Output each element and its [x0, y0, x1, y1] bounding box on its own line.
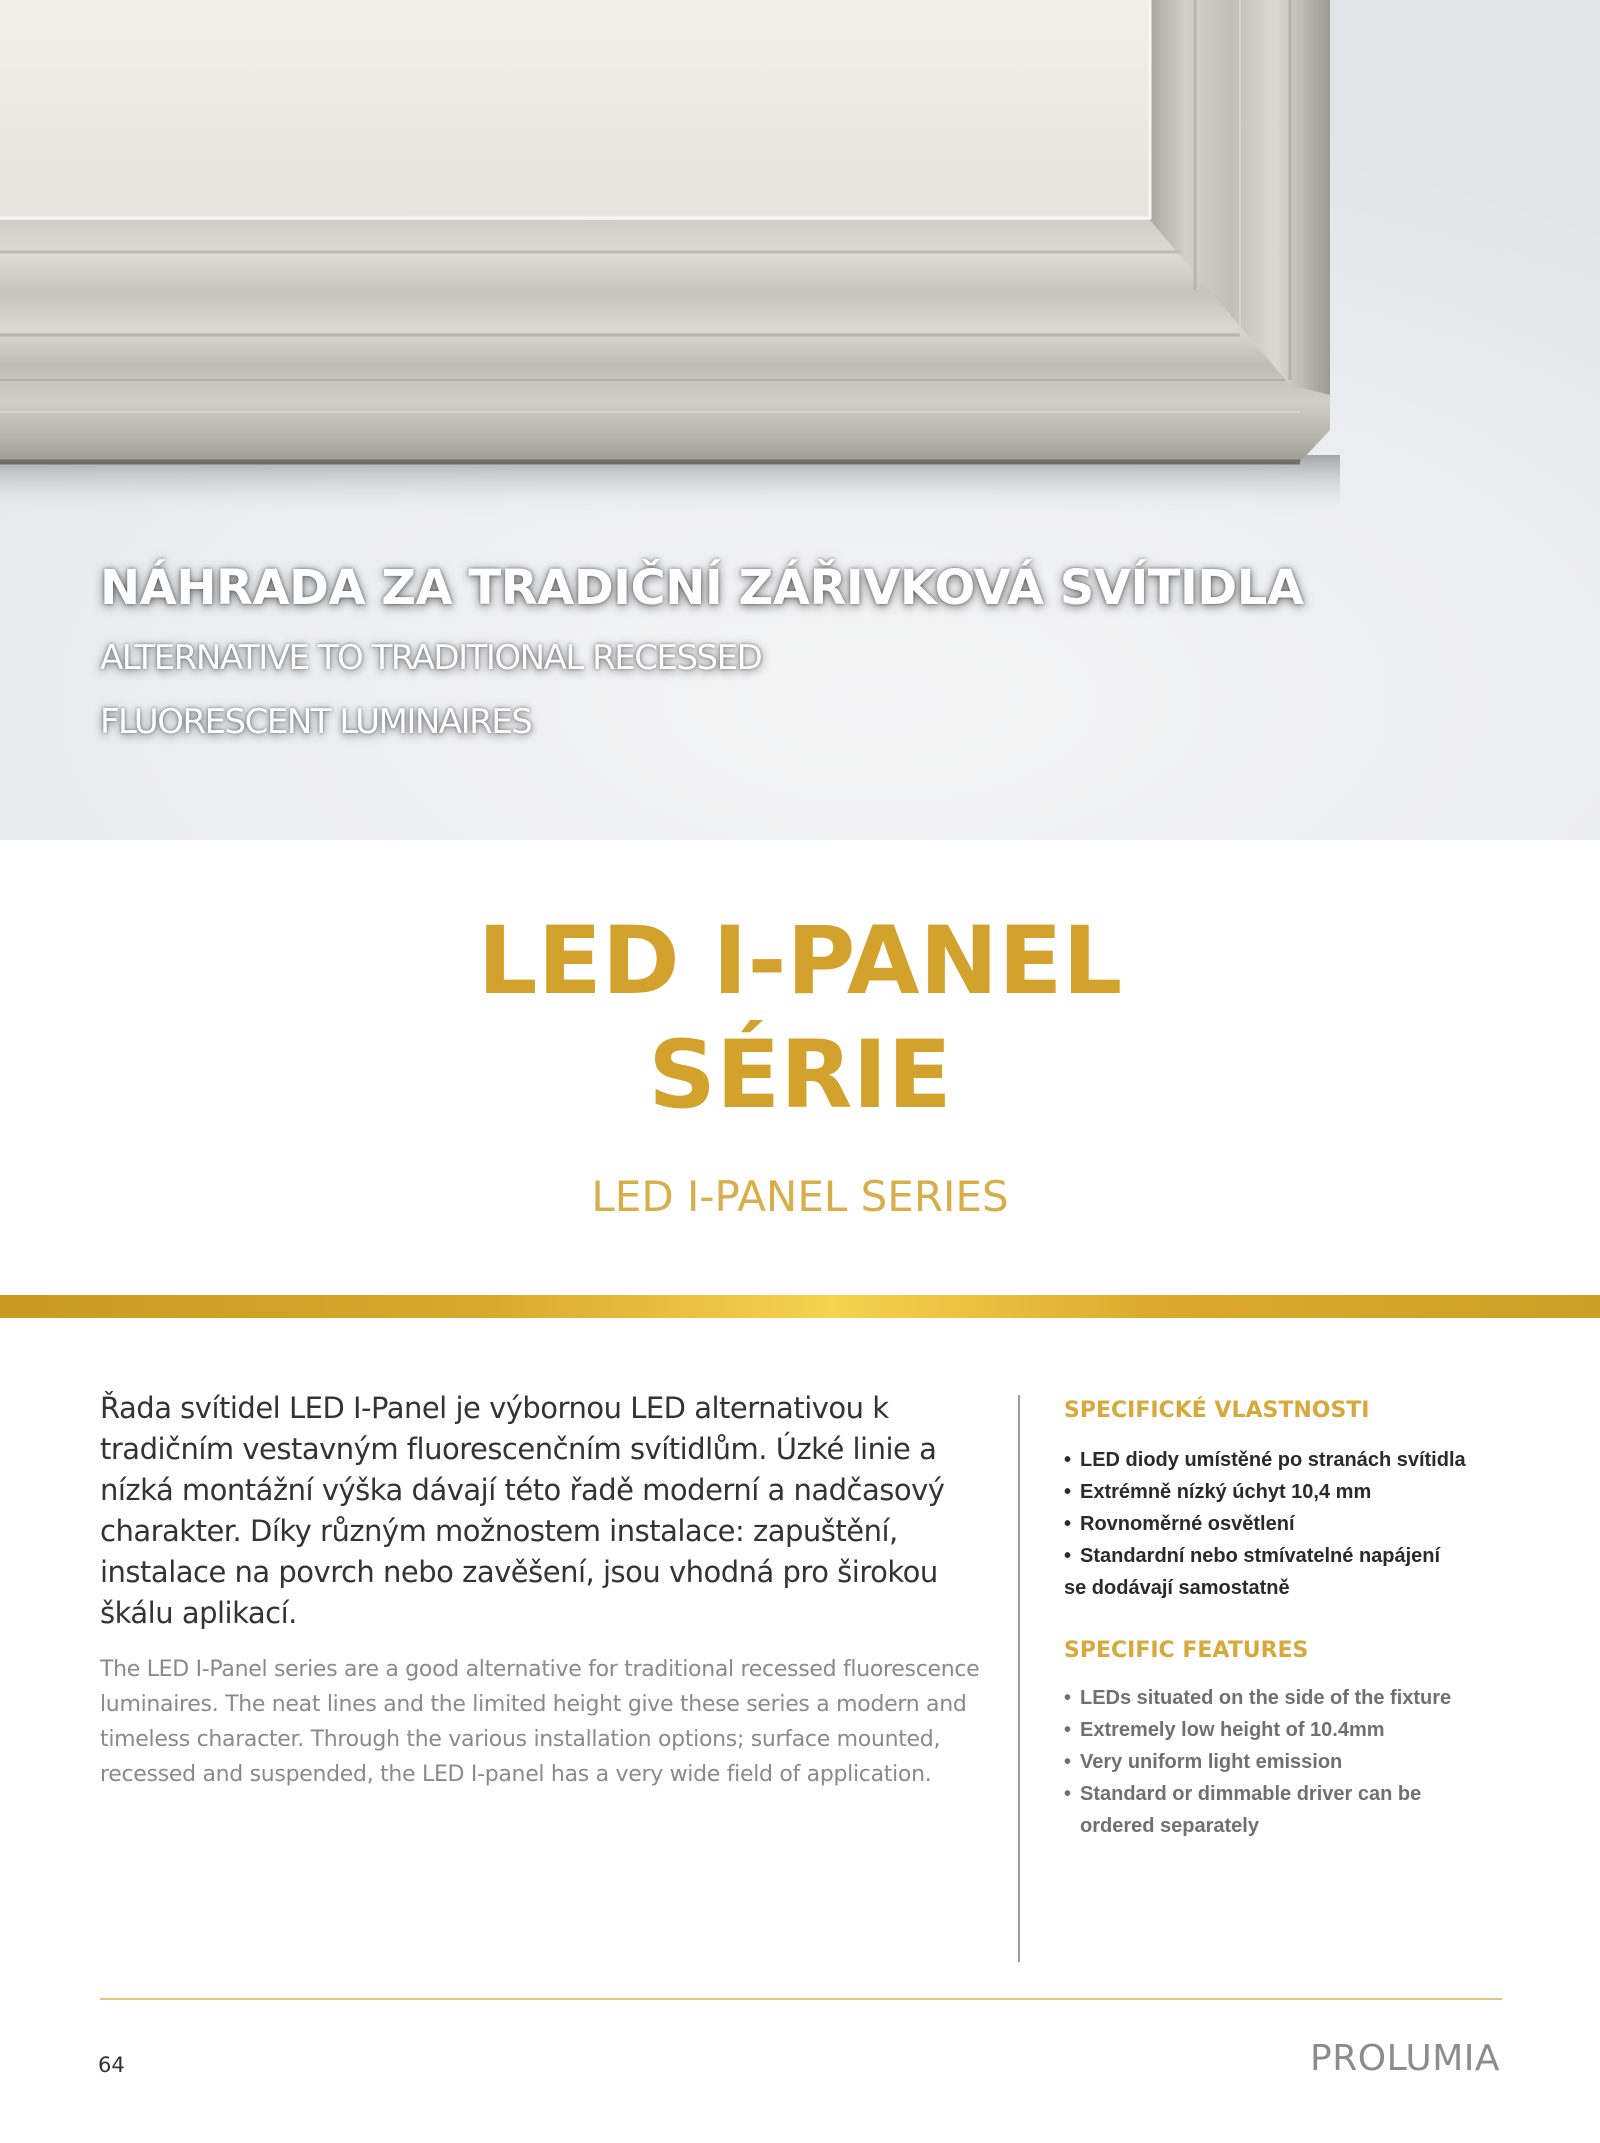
product-title	[0, 905, 1600, 1133]
product-title-line1: LED I-PANEL	[477, 907, 1123, 1016]
hero-subtitle-en-line2: FLUORESCENT LUMINAIRES	[100, 702, 532, 742]
list-item: • Standardní nebo stmívatelné napájení	[1064, 1545, 1441, 1567]
features-cz-heading: SPECIFICKÉ VLASTNOSTI	[1064, 1398, 1370, 1423]
list-item: • Very uniform light emission	[1064, 1751, 1343, 1773]
features-en-list	[1064, 1682, 1564, 1842]
hero-subtitle-en-line1: ALTERNATIVE TO TRADITIONAL RECESSED	[100, 638, 762, 678]
hero-title-cz: NÁHRADA ZA TRADIČNÍ ZÁŘIVKOVÁ SVÍTIDLA	[100, 560, 1304, 616]
list-item: • Rovnoměrné osvětlení	[1064, 1513, 1295, 1535]
description-en: The LED I-Panel series are a good alternative for traditional recessed fluorescence luminaires. The neat lines and the limited height give these series a modern and timeless character. Through the various installation options; surface mounted, recessed and suspended, the LED I-panel has a very wide field of application.	[100, 1657, 980, 1787]
column-divider	[1018, 1395, 1020, 1962]
list-item: • LED diody umístěné po stranách svítidla	[1064, 1449, 1466, 1471]
description-cz: Řada svítidel LED I-Panel je výbornou LED alternativou k tradičním vestavným fluorescenčním svítidlům. Úzké linie a nízká montážní výška dávají této řadě moderní a nadčasový charakter. Díky různým možnostem instalace: zapuštění, instalace na povrch nebo zavěšení, jsou vhodná pro širokou škálu aplikací.	[100, 1391, 945, 1630]
features-cz-list	[1064, 1444, 1564, 1604]
product-subtitle-en: LED I-PANEL SERIES	[591, 1172, 1009, 1221]
gold-divider-bar	[0, 1295, 1600, 1318]
footer-rule	[100, 1998, 1502, 2000]
list-item-continuation: ordered separately	[1080, 1815, 1259, 1837]
list-item: • LEDs situated on the side of the fixture	[1064, 1687, 1452, 1709]
product-title-line2: SÉRIE	[648, 1021, 952, 1130]
list-item-continuation: se dodávají samostatně	[1064, 1577, 1290, 1599]
list-item: • Standard or dimmable driver can be	[1064, 1783, 1422, 1805]
list-item: • Extremely low height of 10.4mm	[1064, 1719, 1385, 1741]
list-item: • Extrémně nízký úchyt 10,4 mm	[1064, 1481, 1372, 1503]
features-en-heading: SPECIFIC FEATURES	[1064, 1638, 1309, 1663]
hero-photo	[0, 0, 1600, 840]
brand-name: PROLUMIA	[1310, 2038, 1500, 2079]
page-number: 64	[98, 2053, 125, 2077]
